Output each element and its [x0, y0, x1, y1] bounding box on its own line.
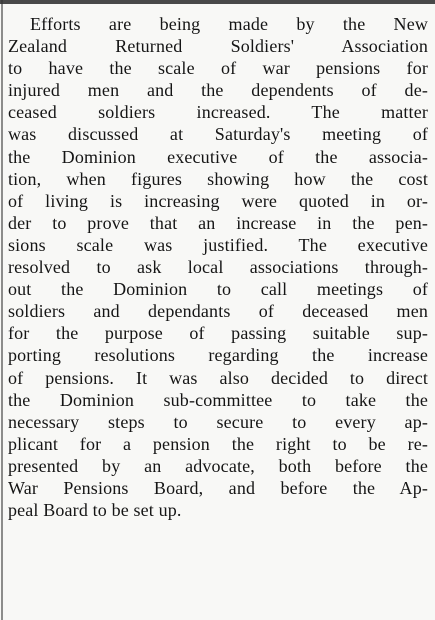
article-line: peal Board to be set up. — [8, 500, 182, 521]
article-line: injured men and the dependents of de- — [8, 80, 428, 101]
article-line: sions scale was justified. The executive — [8, 234, 428, 255]
article-line: Efforts are being made by the New — [30, 14, 428, 34]
article-line: of living is increasing were quoted in or- — [8, 190, 428, 211]
article-line: out the Dominion to call meetings of — [8, 279, 428, 300]
article-line: the Dominion executive of the associa- — [8, 146, 428, 167]
left-rule — [1, 0, 3, 620]
article-body — [8, 13, 428, 521]
article-line: Zealand Returned Soldiers' Association — [8, 36, 428, 57]
article-line: soldiers and dependants of deceased men — [8, 301, 428, 322]
article-line: to have the scale of war pensions for — [8, 58, 428, 79]
article-line: for the purpose of passing suitable sup- — [8, 323, 428, 344]
article-line: resolved to ask local associations through- — [8, 257, 428, 278]
article-line: der to prove that an increase in the pen- — [8, 212, 428, 233]
article-line: tion, when figures showing how the cost — [8, 168, 428, 189]
article-line: ceased soldiers increased. The matter — [8, 102, 428, 123]
article-line: of pensions. It was also decided to direct — [8, 367, 428, 388]
article-line: porting resolutions regarding the increase — [8, 345, 428, 366]
article-line: the Dominion sub-committee to take the — [8, 389, 428, 410]
top-rule — [0, 0, 435, 4]
article-line: presented by an advocate, both before the — [8, 455, 428, 476]
article-line: was discussed at Saturday's meeting of — [8, 124, 428, 145]
article-line: plicant for a pension the right to be re- — [8, 433, 428, 454]
article-line: necessary steps to secure to every ap- — [8, 411, 428, 432]
article-line: War Pensions Board, and before the Ap- — [8, 477, 428, 498]
